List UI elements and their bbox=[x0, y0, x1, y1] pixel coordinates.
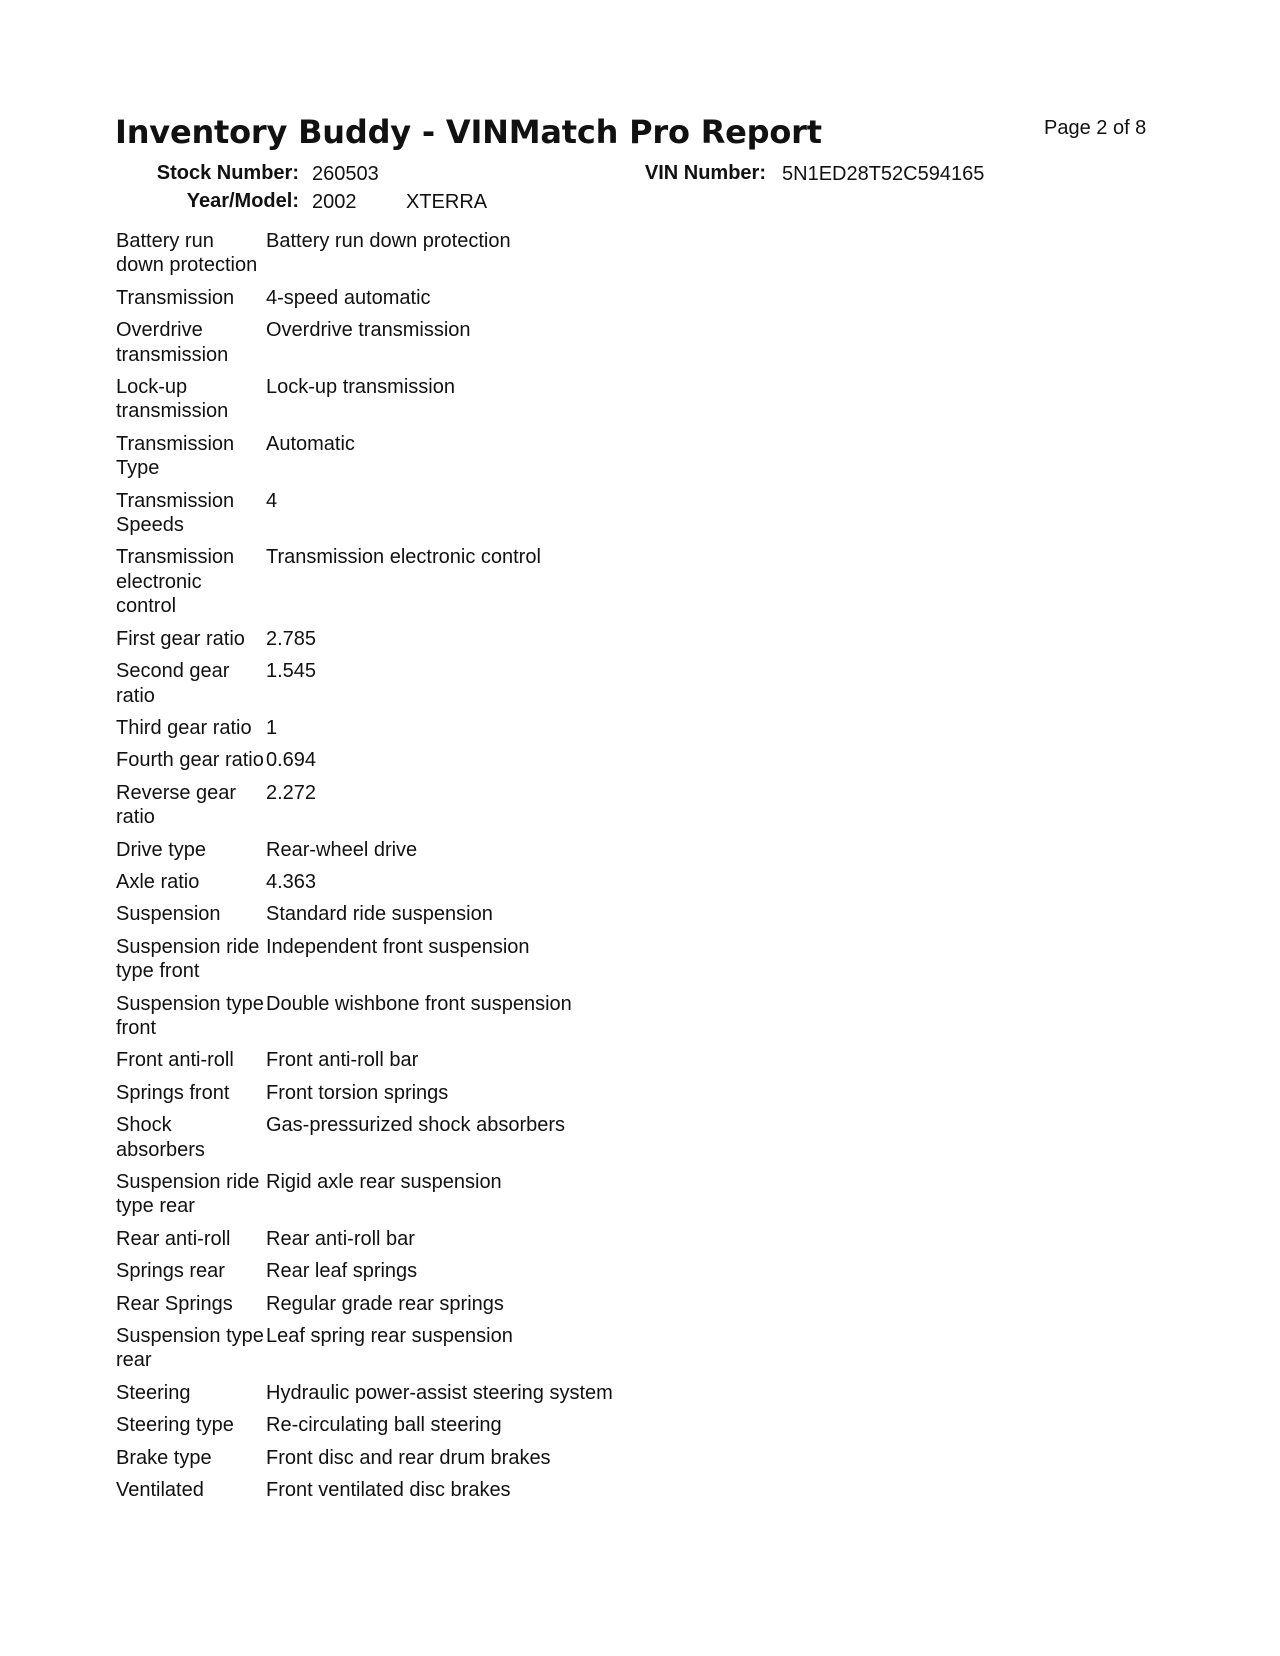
spec-row bbox=[116, 838, 613, 870]
spec-label: Rear Springs bbox=[116, 1292, 233, 1315]
spec-value: Front disc and rear drum brakes bbox=[266, 1446, 551, 1469]
stock-number-value: 260503 bbox=[312, 163, 379, 185]
spec-row bbox=[116, 659, 613, 716]
spec-label: Shock absorbers bbox=[116, 1114, 205, 1161]
report-title: Inventory Buddy - VINMatch Pro Report bbox=[115, 113, 822, 151]
spec-row bbox=[116, 286, 613, 318]
spec-label: Battery run down protection bbox=[116, 230, 258, 277]
spec-value: Re-circulating ball steering bbox=[266, 1414, 502, 1437]
spec-row bbox=[116, 1324, 613, 1381]
spec-row bbox=[116, 1478, 613, 1510]
spec-row bbox=[116, 229, 613, 286]
spec-value: 4 bbox=[266, 489, 278, 512]
spec-label: Lock-up transmission bbox=[116, 376, 229, 423]
spec-value: 1 bbox=[266, 716, 278, 739]
spec-value: Front anti-roll bar bbox=[266, 1049, 419, 1072]
spec-row bbox=[116, 1413, 613, 1445]
spec-row bbox=[116, 748, 613, 780]
spec-value: Hydraulic power-assist steering system bbox=[266, 1381, 613, 1404]
spec-row bbox=[116, 489, 613, 546]
spec-value: Front torsion springs bbox=[266, 1081, 449, 1104]
spec-value: Overdrive transmission bbox=[266, 319, 471, 342]
spec-row bbox=[116, 1259, 613, 1291]
spec-table-body bbox=[116, 229, 613, 1510]
spec-label: Suspension ride type front bbox=[116, 935, 260, 983]
spec-value: Battery run down protection bbox=[266, 230, 511, 252]
spec-label: Transmission bbox=[116, 286, 235, 309]
spec-row bbox=[116, 627, 613, 659]
spec-value: 4.363 bbox=[266, 870, 317, 893]
spec-value: Leaf spring rear suspension bbox=[266, 1325, 513, 1348]
spec-row bbox=[116, 935, 613, 992]
spec-label: Reverse gear ratio bbox=[116, 781, 237, 829]
spec-value: Regular grade rear springs bbox=[266, 1292, 504, 1315]
spec-value: Standard ride suspension bbox=[266, 903, 493, 926]
stock-number-label: Stock Number: bbox=[156, 162, 299, 184]
spec-row bbox=[116, 1081, 613, 1113]
spec-label: Suspension type rear bbox=[116, 1325, 264, 1372]
spec-value: Gas-pressurized shock absorbers bbox=[266, 1114, 566, 1137]
spec-label: Transmission electronic control bbox=[116, 546, 235, 618]
spec-row bbox=[116, 545, 613, 626]
spec-label: Steering type bbox=[116, 1414, 234, 1437]
spec-value: Transmission electronic control bbox=[266, 546, 541, 569]
spec-value: Automatic bbox=[266, 432, 355, 455]
spec-value: Rear leaf springs bbox=[266, 1260, 418, 1283]
spec-label: Third gear ratio bbox=[116, 716, 252, 739]
spec-row bbox=[116, 432, 613, 489]
spec-row bbox=[116, 992, 613, 1049]
spec-row bbox=[116, 1113, 613, 1170]
vin-number-label: VIN Number: bbox=[644, 162, 766, 184]
spec-label: Suspension ride type rear bbox=[116, 1171, 260, 1218]
spec-label: First gear ratio bbox=[116, 627, 245, 650]
spec-label: Axle ratio bbox=[116, 870, 200, 893]
spec-row bbox=[116, 870, 613, 902]
spec-row bbox=[116, 1227, 613, 1259]
spec-label: Steering bbox=[116, 1381, 191, 1404]
spec-label: Springs rear bbox=[116, 1260, 225, 1283]
spec-value: Rear anti-roll bar bbox=[266, 1227, 415, 1250]
spec-label: Transmission Speeds bbox=[116, 489, 235, 537]
spec-row bbox=[116, 716, 613, 748]
spec-label: Overdrive transmission bbox=[116, 319, 229, 366]
spec-label: Fourth gear ratio bbox=[116, 749, 264, 772]
spec-row bbox=[116, 1446, 613, 1478]
spec-label: Springs front bbox=[116, 1081, 230, 1104]
spec-value: Rigid axle rear suspension bbox=[266, 1171, 502, 1193]
spec-value: Double wishbone front suspension bbox=[266, 992, 572, 1015]
spec-label: Rear anti-roll bbox=[116, 1227, 231, 1250]
spec-label: Second gear ratio bbox=[116, 660, 230, 707]
spec-value: Independent front suspension bbox=[266, 935, 530, 958]
spec-value: 2.785 bbox=[266, 627, 317, 650]
spec-label: Brake type bbox=[116, 1446, 212, 1469]
spec-value: Rear-wheel drive bbox=[266, 838, 418, 861]
spec-table bbox=[116, 229, 613, 1510]
spec-row bbox=[116, 1292, 613, 1324]
year-model-label: Year/Model: bbox=[186, 190, 299, 212]
vin-number-value: 5N1ED28T52C594165 bbox=[782, 163, 985, 185]
spec-label: Transmission Type bbox=[116, 432, 235, 480]
spec-label: Drive type bbox=[116, 838, 207, 861]
spec-label: Suspension bbox=[116, 903, 221, 926]
spec-label: Front anti-roll bbox=[116, 1049, 234, 1072]
spec-row bbox=[116, 318, 613, 375]
spec-row bbox=[116, 1048, 613, 1080]
spec-label: Ventilated bbox=[116, 1479, 204, 1502]
spec-value: 4-speed automatic bbox=[266, 286, 431, 309]
spec-value: 1.545 bbox=[266, 660, 317, 683]
page-indicator: Page 2 of 8 bbox=[1044, 117, 1147, 139]
spec-value: 0.694 bbox=[266, 749, 317, 772]
spec-value: Lock-up transmission bbox=[266, 376, 455, 399]
spec-row bbox=[116, 1381, 613, 1413]
spec-label: Suspension type front bbox=[116, 992, 264, 1039]
spec-row bbox=[116, 781, 613, 838]
spec-value: Front ventilated disc brakes bbox=[266, 1479, 511, 1502]
year-value: 2002 bbox=[312, 191, 357, 213]
spec-row bbox=[116, 1170, 613, 1227]
spec-value: 2.272 bbox=[266, 781, 317, 804]
spec-row bbox=[116, 375, 613, 432]
spec-row bbox=[116, 902, 613, 934]
model-value: XTERRA bbox=[406, 191, 488, 213]
